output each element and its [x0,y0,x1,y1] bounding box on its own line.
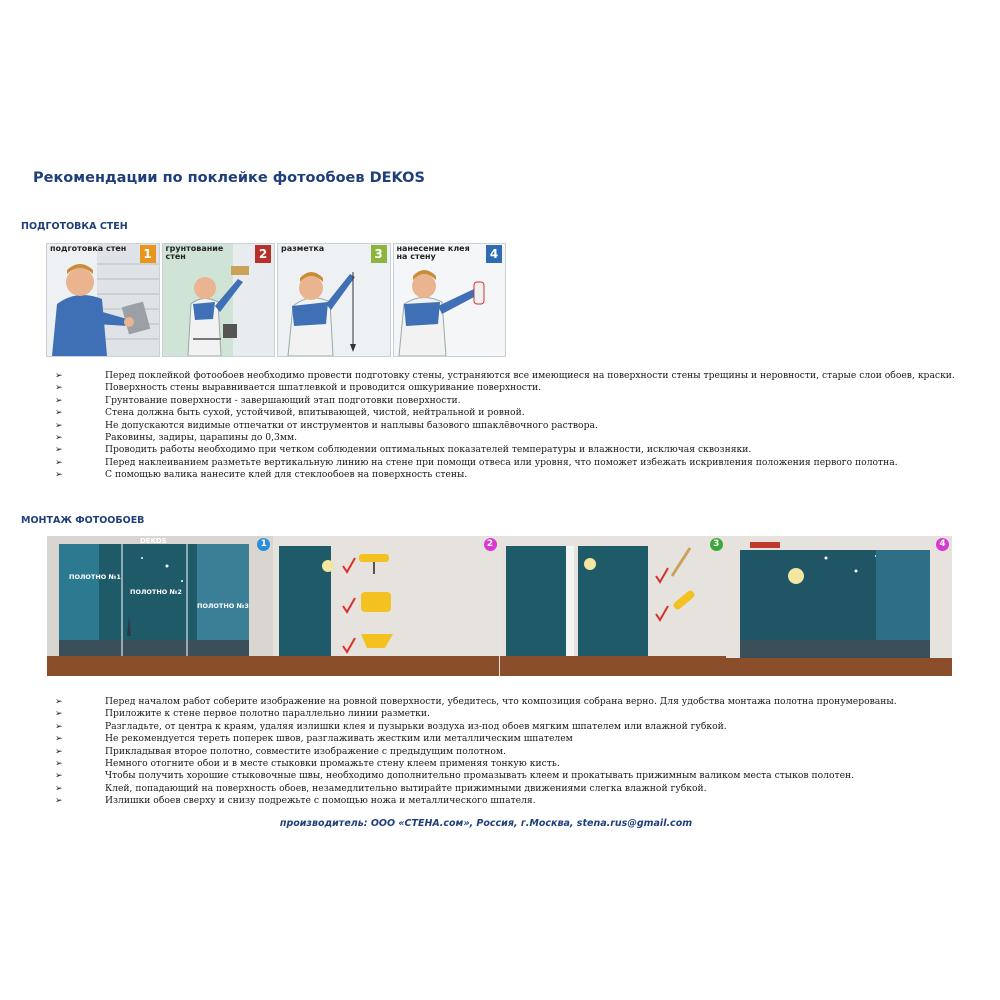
bullet-arrow-icon: ➢ [55,758,63,769]
prep-step-2-panel [162,243,276,357]
bullet-arrow-icon: ➢ [55,734,63,745]
prep-step-1-number: 1 [140,245,156,263]
bullet-arrow-icon: ➢ [55,445,63,456]
prep-instructions-list [55,370,985,482]
mount-step-1-panel [47,536,273,676]
prep-step-3-number: 3 [371,245,387,263]
bullet-arrow-icon: ➢ [55,383,63,394]
second-panel-joint-illustration [500,536,726,676]
list-item: ➢ Стена должна быть сухой, устойчивой, впитывающей, чистой, нейтральной и ровной. [55,407,525,419]
bullet-arrow-icon: ➢ [55,470,63,481]
mount-step-2-number: 2 [484,538,497,551]
list-item: ➢ Грунтование поверхности - завершающий этап подготовки поверхности. [55,394,461,406]
bullet-arrow-icon: ➢ [55,721,63,732]
prep-illustration-strip [46,243,506,355]
list-item: ➢ Чтобы получить хорошие стыковочные швы, необходимо дополнительно промазывать клеем и прокатывать прижимным валиком места стыков полотен. [55,770,855,782]
prep-step-2-label: грунтование стен [165,244,224,261]
prep-step-1-label: подготовка стен [50,244,127,253]
bullet-arrow-icon: ➢ [55,709,63,720]
list-item: ➢ Перед началом работ соберите изображение на ровной поверхности, убедитесь, что композиция собрана верно. Для удобства монтажа полотна пронумерованы. [55,696,897,707]
mount-step-3-panel [500,536,726,676]
prep-step-2-number: 2 [255,245,271,263]
list-item: ➢ Излишки обоев сверху и снизу подрежьте с помощью ножа и металлического шпателя. [55,795,536,807]
bullet-arrow-icon: ➢ [55,771,63,782]
mount-instructions-list [55,696,985,808]
mount-step-1-number: 1 [257,538,270,551]
bullet-arrow-icon: ➢ [55,697,63,707]
list-item: ➢ Прикладывая второе полотно, совместите изображение с предыдущим полотном. [55,745,506,757]
tools-roller-sponge-spatula-illustration [273,536,499,676]
prep-step-4-number: 4 [486,245,502,263]
bullet-arrow-icon: ➢ [55,457,63,468]
prep-heading: ПОДГОТОВКА СТЕН [21,221,128,232]
finished-wallpaper-illustration [726,536,952,676]
list-item: ➢ Клей, попадающий на поверхность обоев, незамедлительно вытирайте прижимными движениями слегка влажной губкой. [55,782,707,794]
prep-step-4-panel [393,243,507,357]
mount-illustration-strip [47,536,952,676]
mount-step-2-panel [273,536,499,676]
mount-heading: МОНТАЖ ФОТООБОЕВ [21,515,145,526]
list-item: ➢ Не допускаются видимые отпечатки от инструментов и наплывы базового шпаклёвочного раствора. [55,419,598,431]
bullet-arrow-icon: ➢ [55,420,63,431]
panel-label-2: ПОЛОТНО №2 [130,588,182,596]
list-item: ➢ Поверхность стены выравнивается шпатлевкой и проводится ошкуривание поверхности. [55,382,542,394]
list-item: ➢ Перед поклейкой фотообоев необходимо провести подготовку стены, устраняются все имеющиеся на поверхности стены трещины и неровности, старые слои обоев, краски. [55,370,955,381]
bullet-arrow-icon: ➢ [55,796,63,807]
manufacturer-footer: производитель: ООО «СТЕНА.сом», Россия, г.Москва, stena.rus@gmail.com [279,818,693,829]
prep-step-3-panel [277,243,391,357]
list-item: ➢ С помощью валика нанесите клей для стеклообоев на поверхность стены. [55,469,468,481]
bullet-arrow-icon: ➢ [55,432,63,443]
list-item: ➢ Разгладьте, от центра к краям, удаляя излишки клея и пузырьки воздуха из-под обоев мягким шпателем или влажной губкой. [55,720,727,732]
list-item: ➢ Раковины, задиры, царапины до 0,3мм. [55,431,298,443]
list-item: ➢ Перед наклеиванием разметьте вертикальную линию на стене при помощи отвеса или уровня, что поможет избежать искривления положения первого полотна. [55,456,898,468]
panel-label-1: ПОЛОТНО №1 [69,573,121,581]
prep-step-1-panel [46,243,160,357]
panel-label-3: ПОЛОТНО №3 [197,602,249,610]
list-item: ➢ Проводить работы необходимо при четком соблюдении оптимальных показателей температуры и влажности, исключая сквозняки. [55,444,752,456]
bullet-arrow-icon: ➢ [55,395,63,406]
list-item: ➢ Немного отогните обои и в месте стыковки промажьте стену клеем применяя тонкую кисть. [55,757,560,769]
list-item: ➢ Приложите к стене первое полотно параллельно линии разметки. [55,708,430,720]
prep-step-4-label: нанесение клея на стену [396,244,470,261]
bullet-arrow-icon: ➢ [55,371,63,381]
bullet-arrow-icon: ➢ [55,783,63,794]
mount-step-3-number: 3 [710,538,723,551]
mount-step-4-panel [726,536,952,676]
bullet-arrow-icon: ➢ [55,408,63,419]
brand-label: DEKOS [140,537,167,545]
bullet-arrow-icon: ➢ [55,746,63,757]
prep-step-3-label: разметка [281,244,325,253]
page-title: Рекомендации по поклейке фотообоев DEKOS [33,170,425,186]
list-item: ➢ Не рекомендуется тереть поперек швов, разглаживать жестким или металлическим шпателем [55,733,573,745]
mount-step-4-number: 4 [936,538,949,551]
